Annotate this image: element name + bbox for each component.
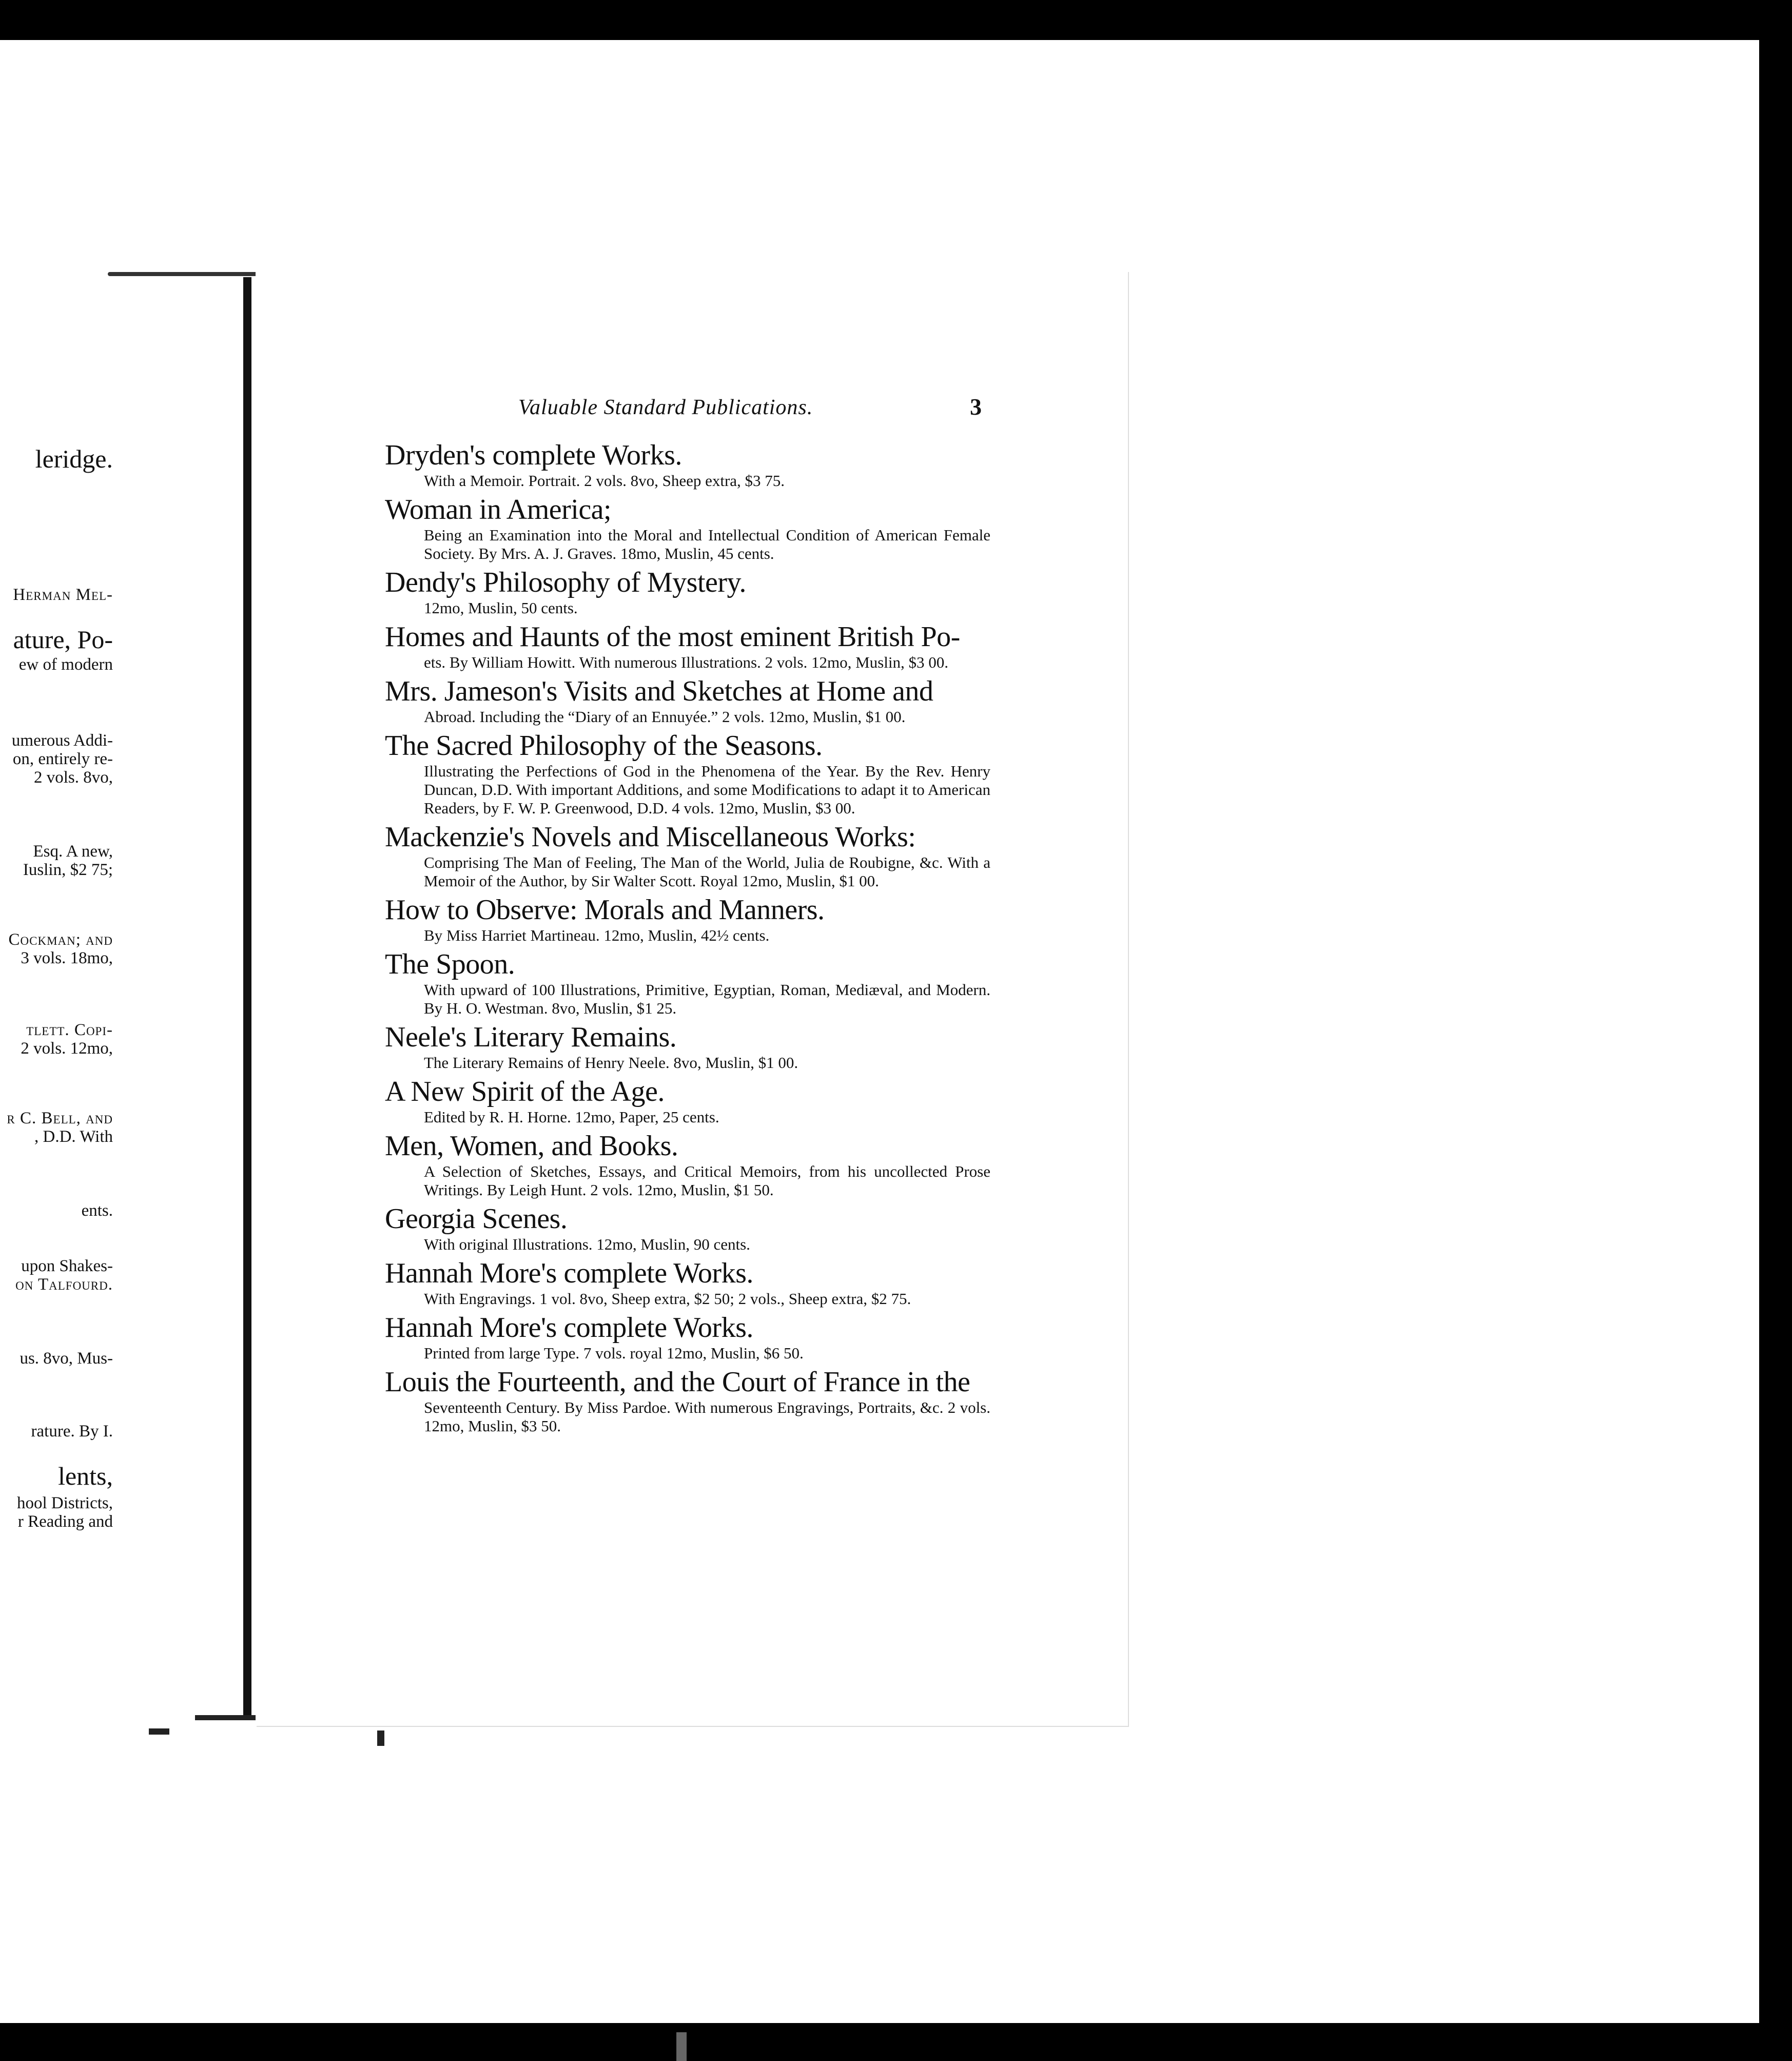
entry-title: Dryden's complete Works. (385, 439, 682, 471)
catalogue-entry (385, 620, 990, 672)
catalogue-entry (385, 948, 990, 1018)
catalogue-entry (385, 439, 990, 490)
entry-description: With Engravings. 1 vol. 8vo, Sheep extra, $2 50; 2 vols., Sheep extra, $2 75. (424, 1290, 911, 1308)
left-fragment: us. 8vo, Mus- (20, 1349, 113, 1368)
entry-description: With upward of 100 Illustrations, Primitive, Egyptian, Roman, Mediæval, and Modern. By H. O. Westman. 8vo, Muslin, $1 25. (424, 981, 990, 1017)
entry-title: Homes and Haunts of the most eminent British Po- (385, 621, 960, 653)
left-fragment: upon Shakes- (21, 1257, 113, 1275)
left-fragment: r Reading and (17, 1512, 113, 1531)
gutter-bottom-mark (195, 1715, 257, 1720)
catalogue-entry (385, 1075, 990, 1126)
entry-description: With original Illustrations. 12mo, Muslin, 90 cents. (424, 1235, 750, 1253)
catalogue-entries (385, 439, 990, 1438)
page-number: 3 (970, 394, 982, 420)
scan-speck (676, 2032, 687, 2061)
entry-title: A New Spirit of the Age. (385, 1076, 665, 1107)
catalogue-entry (385, 729, 990, 818)
left-fragment: leridge. (35, 444, 113, 473)
entry-title: Mackenzie's Novels and Miscellaneous Works: (385, 821, 916, 853)
catalogue-entry (385, 675, 990, 726)
catalogue-entry (385, 893, 990, 945)
catalogue-entry (385, 1021, 990, 1072)
entry-description: Abroad. Including the “Diary of an Ennuyée.” 2 vols. 12mo, Muslin, $1 00. (424, 708, 906, 726)
entry-description: The Literary Remains of Henry Neele. 8vo, Muslin, $1 00. (424, 1054, 798, 1072)
entry-title: Mrs. Jameson's Visits and Sketches at Home and (385, 675, 933, 707)
entry-title: Louis the Fourteenth, and the Court of France in the (385, 1366, 970, 1398)
entry-title: Men, Women, and Books. (385, 1130, 678, 1162)
entry-title: The Spoon. (385, 948, 515, 980)
scan-speck (377, 1731, 384, 1746)
entry-description: Illustrating the Perfections of God in the Phenomena of the Year. By the Rev. Henry Duncan, D.D. With important Additions, and some Modifications to adapt it to American Readers, by F. W. P. Greenwood, D.D. 4 vols. 12mo, Muslin, $3 00. (424, 762, 990, 817)
catalogue-entry (385, 1130, 990, 1199)
left-fragment: tlett. Copi- (26, 1021, 113, 1039)
entry-description: Being an Examination into the Moral and Intellectual Condition of American Female Society. By Mrs. A. J. Graves. 18mo, Muslin, 45 cents. (424, 526, 990, 562)
catalogue-entry (385, 1202, 990, 1254)
catalogue-entry (385, 493, 990, 563)
entry-title: How to Observe: Morals and Manners. (385, 894, 825, 926)
catalogue-entry (385, 1257, 990, 1308)
entry-description: By Miss Harriet Martineau. 12mo, Muslin, 42½ cents. (424, 926, 770, 944)
entry-description: A Selection of Sketches, Essays, and Critical Memoirs, from his uncollected Prose Writings. By Leigh Hunt. 2 vols. 12mo, Muslin, $1 50. (424, 1162, 990, 1199)
left-fragment: hool Districts, (17, 1494, 113, 1512)
left-fragment: umerous Addi- (11, 731, 113, 750)
left-fragment: Herman Mel- (13, 586, 113, 604)
left-fragment: , D.D. With (34, 1127, 113, 1146)
entry-description: Seventeenth Century. By Miss Pardoe. With numerous Engravings, Portraits, &c. 2 vols. 12mo, Muslin, $3 50. (424, 1398, 990, 1435)
left-fragment: on, entirely re- (12, 750, 113, 768)
entry-title: Hannah More's complete Works. (385, 1312, 753, 1344)
left-fragment: Cockman; and (8, 930, 113, 949)
catalogue-entry (385, 821, 990, 890)
catalogue-entry (385, 566, 990, 617)
catalogue-entry (385, 1311, 990, 1363)
catalogue-entry (385, 1366, 990, 1435)
left-fragment: 2 vols. 12mo, (21, 1039, 113, 1058)
left-fragment: rature. By I. (31, 1422, 113, 1441)
entry-description: Edited by R. H. Horne. 12mo, Paper, 25 cents. (424, 1108, 719, 1126)
entry-description: ets. By William Howitt. With numerous Illustrations. 2 vols. 12mo, Muslin, $3 00. (424, 653, 948, 671)
left-fragment: lents, (58, 1462, 113, 1490)
left-fragment: Esq. A new, (33, 842, 113, 861)
entry-title: The Sacred Philosophy of the Seasons. (385, 730, 823, 762)
entry-title: Georgia Scenes. (385, 1203, 568, 1235)
entry-description: Printed from large Type. 7 vols. royal 12mo, Muslin, $6 50. (424, 1344, 804, 1362)
entry-title: Neele's Literary Remains. (385, 1021, 677, 1053)
scan-speck (149, 1728, 169, 1735)
scan-border-right (1759, 37, 1792, 2020)
left-fragment: ature, Po- (13, 625, 113, 654)
left-fragment: Iuslin, $2 75; (23, 861, 113, 879)
left-fragment: 2 vols. 8vo, (33, 768, 113, 787)
entry-description: 12mo, Muslin, 50 cents. (424, 599, 578, 617)
running-head: Valuable Standard Publications. (518, 396, 813, 419)
left-fragment: on Talfourd. (15, 1275, 113, 1294)
entry-description: With a Memoir. Portrait. 2 vols. 8vo, Sheep extra, $3 75. (424, 472, 785, 490)
entry-title: Hannah More's complete Works. (385, 1257, 753, 1289)
left-fragment: r C. Bell, and (7, 1109, 113, 1127)
page-gutter (243, 277, 251, 1719)
entry-title: Woman in America; (385, 494, 612, 526)
left-fragment: ents. (81, 1201, 113, 1220)
entry-description: Comprising The Man of Feeling, The Man of the World, Julia de Roubigne, &c. With a Memoir of the Author, by Sir Walter Scott. Royal 12mo, Muslin, $1 00. (424, 853, 990, 890)
entry-title: Dendy's Philosophy of Mystery. (385, 567, 746, 598)
left-fragment: ew of modern (18, 655, 113, 674)
left-fragment: 3 vols. 18mo, (21, 949, 113, 967)
